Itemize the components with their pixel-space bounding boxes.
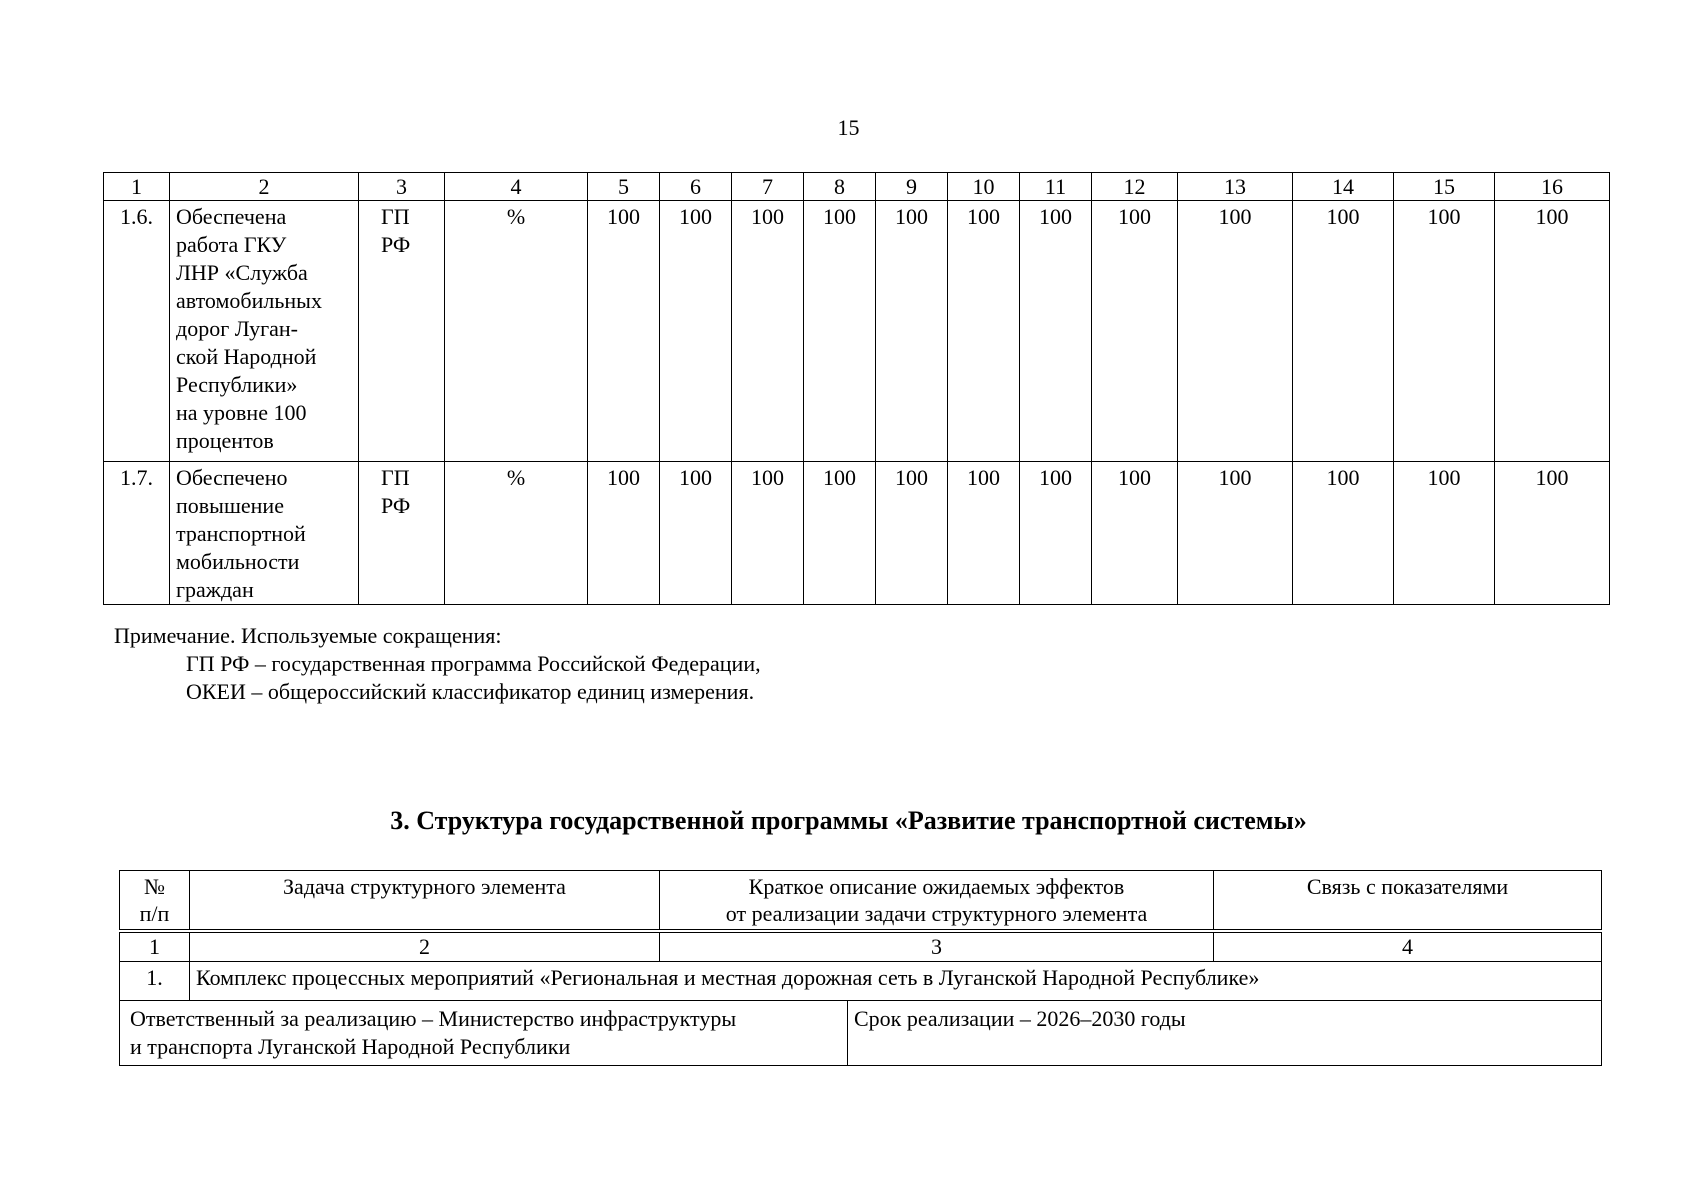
indicator-value: 100 (660, 201, 732, 462)
header-line: от реализации задачи структурного элемента (725, 901, 1148, 926)
header-line: п/п (139, 901, 170, 926)
indicator-name-line: мобильности (176, 549, 300, 574)
column-number: 10 (948, 173, 1020, 201)
header-effects (660, 871, 1214, 930)
column-number: 5 (588, 173, 660, 201)
indicator-value: 100 (1178, 462, 1293, 605)
structure-numbers-row (120, 933, 1602, 962)
responsibility-row (120, 1001, 1602, 1066)
structure-table-numbers (119, 932, 1602, 962)
header-line: Краткое описание ожидаемых эффектов (748, 874, 1125, 899)
indicator-name-line: Республики» (176, 372, 298, 397)
column-number: 7 (732, 173, 804, 201)
indicator-value: 100 (876, 201, 948, 462)
indicator-name (170, 201, 359, 462)
column-number: 6 (660, 173, 732, 201)
indicator-value: 100 (876, 462, 948, 605)
indicator-value: 100 (1020, 462, 1092, 605)
indicator-name-line: ЛНР «Служба (176, 260, 308, 285)
task-row (120, 962, 1602, 1001)
indicator-value: 100 (804, 462, 876, 605)
indicator-name-line: автомобильных (176, 288, 322, 313)
column-number: 2 (190, 933, 660, 962)
indicator-value: 100 (1092, 462, 1178, 605)
column-number: 14 (1293, 173, 1394, 201)
indicator-value: 100 (1020, 201, 1092, 462)
header-task: Задача структурного элемента (190, 871, 660, 930)
indicator-unit: % (445, 201, 588, 462)
row-number: 1.6. (104, 201, 170, 462)
indicator-name-line: дорог Луган- (176, 316, 298, 341)
column-number: 13 (1178, 173, 1293, 201)
header-line: № (144, 874, 165, 899)
indicator-value: 100 (660, 462, 732, 605)
indicator-value: 100 (588, 201, 660, 462)
column-number: 4 (445, 173, 588, 201)
indicator-value: 100 (804, 201, 876, 462)
responsible-line: и транспорта Луганской Народной Республики (130, 1034, 571, 1059)
column-number: 15 (1394, 173, 1495, 201)
indicators-header-row (104, 173, 1610, 201)
indicator-level-line: РФ (381, 232, 411, 257)
indicator-value: 100 (1293, 462, 1394, 605)
indicator-value: 100 (732, 201, 804, 462)
row-number: 1.7. (104, 462, 170, 605)
indicator-value: 100 (732, 462, 804, 605)
indicator-value: 100 (1495, 201, 1610, 462)
column-number: 9 (876, 173, 948, 201)
indicators-table (103, 172, 1610, 605)
indicator-value: 100 (948, 201, 1020, 462)
table-row (104, 462, 1610, 605)
column-number: 1 (104, 173, 170, 201)
note-line: ГП РФ – государственная программа Российской Федерации, (186, 651, 761, 676)
page-number: 15 (837, 115, 860, 140)
column-number: 3 (660, 933, 1214, 962)
column-number: 12 (1092, 173, 1178, 201)
indicator-value: 100 (588, 462, 660, 605)
section-title: 3. Структура государственной программы «Развитие транспортной системы» (390, 806, 1307, 835)
indicator-level-line: ГП (381, 465, 410, 490)
indicator-value: 100 (1495, 462, 1610, 605)
column-number: 16 (1495, 173, 1610, 201)
task-name: Комплекс процессных мероприятий «Региональная и местная дорожная сеть в Луганской Народной Республике» (190, 962, 1602, 1001)
indicator-name (170, 462, 359, 605)
column-number: 3 (359, 173, 445, 201)
responsible-executor (120, 1001, 848, 1066)
note-line: ОКЕИ – общероссийский классификатор единиц измерения. (186, 679, 755, 704)
indicator-level (359, 201, 445, 462)
indicator-unit: % (445, 462, 588, 605)
indicator-name-line: на уровне 100 (176, 400, 307, 425)
indicator-level-line: ГП (381, 204, 410, 229)
indicator-name-line: работа ГКУ (176, 232, 287, 257)
indicator-name-line: повышение (176, 493, 284, 518)
header-number (120, 871, 190, 930)
header-indicators-link: Связь с показателями (1214, 871, 1602, 930)
indicator-value: 100 (1178, 201, 1293, 462)
indicator-level (359, 462, 445, 605)
indicator-level-line: РФ (381, 493, 411, 518)
structure-table-body (119, 961, 1602, 1066)
structure-table-header (119, 870, 1602, 930)
note-title: Примечание. Используемые сокращения: (114, 623, 502, 648)
implementation-term: Срок реализации – 2026–2030 годы (848, 1001, 1602, 1066)
structure-header-row (120, 871, 1602, 930)
indicator-name-line: транспортной (176, 521, 306, 546)
indicator-value: 100 (1394, 462, 1495, 605)
indicator-name-line: Обеспечено (176, 465, 288, 490)
indicator-value: 100 (1394, 201, 1495, 462)
indicator-name-line: граждан (176, 577, 254, 602)
indicator-name-line: процентов (176, 428, 274, 453)
indicator-value: 100 (1293, 201, 1394, 462)
table-row (104, 201, 1610, 462)
indicator-name-line: Обеспечена (176, 204, 287, 229)
task-number: 1. (120, 962, 190, 1001)
column-number: 8 (804, 173, 876, 201)
indicator-value: 100 (1092, 201, 1178, 462)
column-number: 11 (1020, 173, 1092, 201)
column-number: 4 (1214, 933, 1602, 962)
column-number: 2 (170, 173, 359, 201)
column-number: 1 (120, 933, 190, 962)
indicator-name-line: ской Народной (176, 344, 317, 369)
responsible-line: Ответственный за реализацию – Министерство инфраструктуры (130, 1006, 737, 1031)
indicator-value: 100 (948, 462, 1020, 605)
